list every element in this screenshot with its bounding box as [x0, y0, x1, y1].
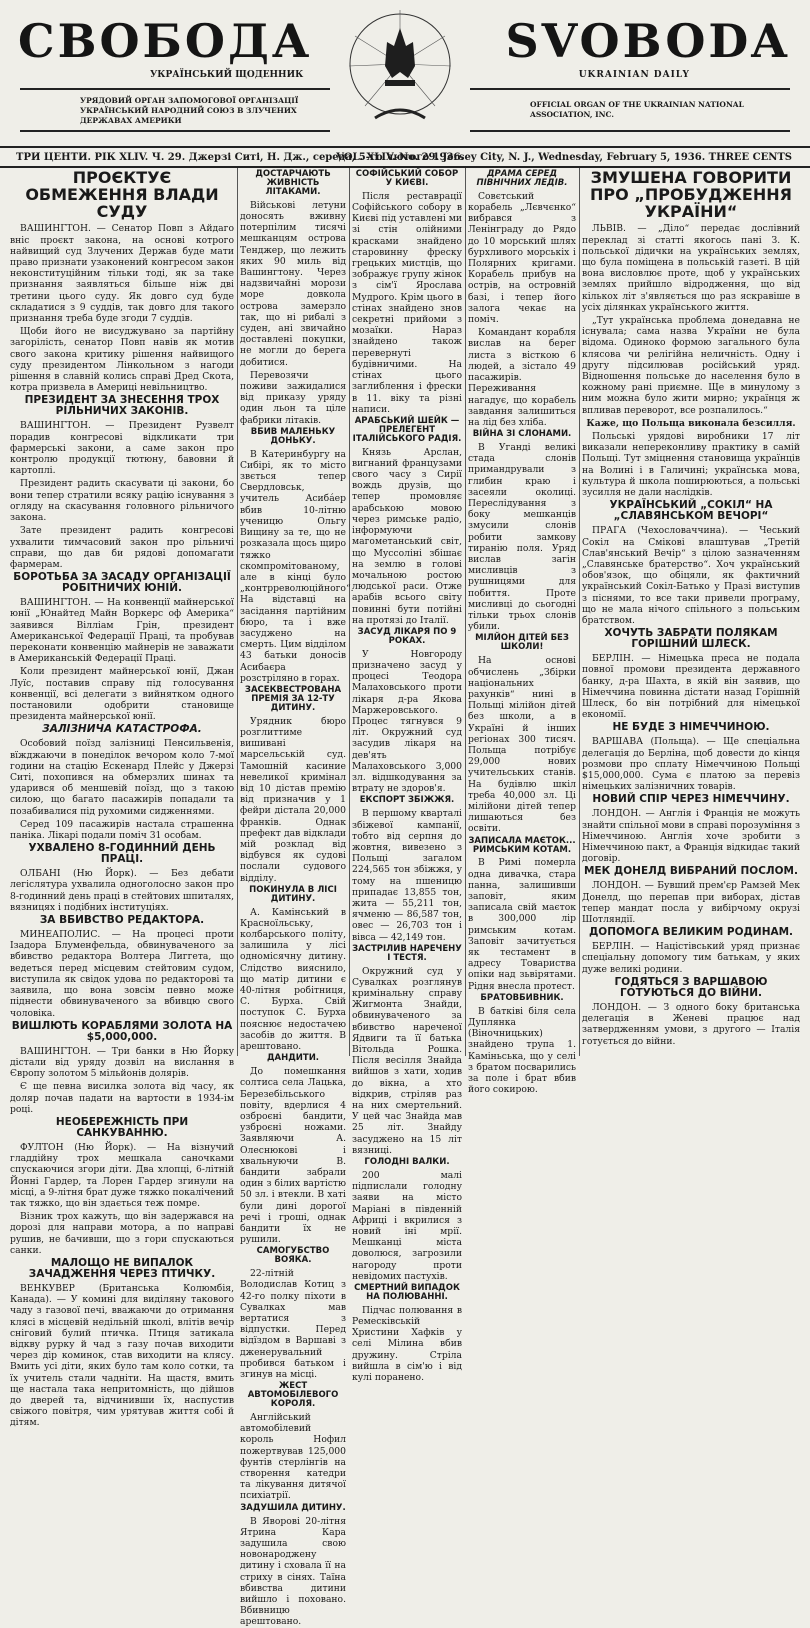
article-text: Особовий поїзд залізниці Пенсильвенія, вїжджаючи в понеділок вечором коло 7-мої години на стацію Ескенард Плейс у Джерзі Ситі, похопився на обмерзлих шинах та ударився об меншевій поїзд, що з такою силою, що багато пасажирів попадали та позабивалися під рухомими сидженнями.: [10, 738, 234, 817]
headline: ГОДЯТЬСЯ З ВАРШАВОЮ ГОТУЮТЬСЯ ДО ВІЙНИ.: [614, 975, 768, 999]
headline: СМЕРТНИЙ ВИПАДОК НА ПОЛЮВАННІ.: [354, 1283, 460, 1302]
article-text: В Яворові 20-літня Ятрина Кара задушила свою новонароджену дитину і сховала її на стриху в сінях. Таїна вбивства дитини вийшло і поховано. Вбивницю арештовано.: [240, 1515, 346, 1628]
headline: ДОПОМОГА ВЕЛИКИМ РОДИНАМ.: [588, 926, 794, 939]
article-text: Коли президент майнерської юнії, Джан Луїс, поставив справу під голосування конвенції, всі делегати з вийнятком одного постановили одобрити становище президента майнерської юнії.: [10, 666, 234, 723]
article-text: Серед 109 пасажирів настала страшенна паніка. Лікарі подали поміч 31 особам.: [10, 818, 234, 842]
article-text: ВАРШАВА (Польща). — Ще спеціальна делегація до Берліна, щоб довести до кінця розмови про сплату Німеччиною Польщі $15,000,000. Сума є платою за перевіз німецьких залізничних товарів.: [582, 736, 800, 793]
article-text: Зате президент радить конгресові ухвалити тимчасовий закон про рільничі справи, що дав би рядові допомагати фармерам.: [10, 525, 234, 570]
article-text: БЕРЛІН. — Німецька преса не подала повної промови президента державного банку, д-ра Шахта, в якій він заявив, що Німеччина повинна дістати назад Горішній Шлеск, бо він потрібний для німецької економії.: [582, 653, 800, 721]
masthead: [0, 0, 810, 144]
headline: ЗА ВБИВСТВО РЕДАКТОРА.: [39, 914, 205, 927]
headline: БОРОТЬБА ЗА ЗАСАДУ ОРГАНІЗАЦІЇ РОБІТНИЧИХ ЮНІЙ.: [13, 571, 231, 595]
column-5: [582, 168, 800, 1058]
headline: АРАБСЬКИЙ ШЕЙК — ПРЕЛЕГЕНТ ІТАЛІЙСЬКОГО РАДІЯ.: [352, 415, 462, 444]
headline: ЕКСПОРТ ЗБІЖЖЯ.: [359, 795, 455, 806]
headline: ВИШЛЮТЬ КОРАБЛЯМИ ЗОЛОТА НА $5,000,000.: [11, 1019, 233, 1043]
article-text: ПРАГА (Чехословаччина). — Чеський Сокіл на Смікові влаштував „Третій Слав'янський Вечір“ з цілою зазначенням „Славянське братерство“. Хоч український обов'язок, що обіцяли, як фактичний український Сокіл-Батько у Празі виступив з піснями, то все таки привели програму, що не мала нічого спільного з польським братством.: [582, 525, 800, 626]
headline: МЕК ДОНЕЛД ВИБРАНИЙ ПОСЛОМ.: [584, 865, 798, 878]
article-text: Англійський автомобілевий король Нофил пожертвував 125,000 фунтів стерлінгів на створення катедри та лікування дитячої психіатрії.: [240, 1412, 346, 1502]
headline: БРАТОВБИВНИК.: [480, 992, 564, 1003]
masthead-title-ua: СВОБОДА: [18, 14, 313, 68]
article-text: ФУЛТОН (Ню Йорк). — На візнучий гладдійну трох мешкала саночками спускаючися згори діти. Два хлопці, 6-літній Йонні Гардер, та Лорен Гардер згинули на місці, а 9-літня брат дуже тяжко покалічений так тяжко, що він здається теж помре.: [10, 1141, 234, 1209]
article-text: Військові летуни доносять вживну потерпілим тисячі мешканцям острова Тенджер, що лежить яких 90 миль від Вашингтону. Через надзвичайні морози море довкола острова замерзло так, що ні рибалі з суден, ані звичайно доставлені покупки, не могли до берега добитися.: [240, 199, 346, 368]
article-text: Князь Арслан, вигнаний французами свого часу з Сирії вождь друзів, що тепер промовляє арабською мовою через римське радіо, інформуючи магометанський світ, що Муссоліні збішає на землю в голові мочальною ростою людської раси. Отже арабів всього світу повинні бути потійні на протязі до Італії.: [352, 446, 462, 626]
article-text: А. Камінський в Красноїльську, колбарського політу, залишила у лісі одномісячну дитину. Слідство вияснило, що матір дитини є 40-літня робітниця, С. Бурха. Свій поступок С. Бурха пояснює недостачею засобів до життя. В арештовано.: [240, 906, 346, 1053]
article-text: В Катеринбургу на Сибірі, як то місто звється тепер Свердловськ, учитель Асиба́ер вбив 10-літню ученицю Ольгу Вищину за те, що не розказала щось щиро тяжко скомпромітованому, але в кінці було „контрреволюційного“. На відставці на засідання партійним бюро, та і вже засуджено на смерть. Цим відділом 43 батьки доносів Асибаєра розстріляно в горах.: [240, 448, 354, 684]
masthead-title-en: SVOBODA: [505, 14, 790, 68]
article-text: Щоби його не висуджувано за партійну загорілість, сенатор Повп навів як мотив свого закона критику рішення найвищого суду президентом Лінкольном з нагоди рішення в славній колись справі Дред Скота, котра призвела в Америці невільництво.: [10, 326, 234, 394]
headline: САМОГУБСТВО ВОЯКА.: [256, 1246, 330, 1266]
dateline-ua: ТРИ ЦЕНТИ. РІК XLIV. Ч. 29. Джерзі Ситі, Н. Дж., середа, 5-го лютого 1936.: [16, 151, 464, 163]
article-text: ВАШИНГТОН. — Сенатор Повп з Айдаго вніс проєкт закона, на основі котрого найвищий суд Злучених Держав буде мати право признати узаконений конгресом закон неконституційним тільки тоді, як за таке признання заявляться більше ніж дві третини цього суду. Як довго суд буде складатися з 9 суддів, так довго для такого признання треба буде згоди 7 суддів.: [10, 223, 234, 325]
article-text: ЛЬВІВ. — „Діло“ передає дослівний переклад зі статті якогось пані З. К. польської дідички на українських землях, що була поміщена в польській газеті. В цій вона висловлює проте, щоб у українських землях прийшло відродження, що від кількох літ з'являється що раз яскравіше в усіх ділянках українського життя.: [582, 223, 800, 313]
masthead-subtitle-en: UKRAINIAN DAILY: [578, 70, 690, 80]
headline: НЕ БУДЕ З НІМЕЧЧИНОЮ.: [612, 721, 770, 734]
article-text: 22-літній Володислав Котиц з 42-го полку піхоти в Сувалках мав вертатися з відпустки. Перед відїздом в Варшаві з дженерувальний пробився батьком і згинув на місці.: [240, 1268, 346, 1381]
headline: МІЛЙОН ДІТЕЙ БЕЗ ШКОЛИ!: [475, 633, 569, 653]
headline: УХВАЛЕНО 8-ГОДИННИЙ ДЕНЬ ПРАЦІ.: [28, 842, 216, 866]
article-text: Польські урядові виробники 17 літ виказали непереконливу практику в самій Польщі. Тут зміцнення становища українців на Волині і в Галичині; українська мова, культура й школа поширюються, а польські зусилля не дали наслідків.: [582, 431, 800, 499]
subheading: Каже, що Польща виконала безсилля.: [586, 417, 796, 429]
column-divider: [237, 168, 238, 1056]
headline: ЗАСТРІЛИВ НАРЕЧЕНУ І ТЕСТЯ.: [352, 943, 462, 963]
headline: ДРАМА СЕРЕД ПІВНІЧНИХ ЛЕДІВ.: [476, 169, 568, 188]
headline: ЗАСЕКВЕСТРОВАНА ПРЕМІЯ ЗА 12-ТУ ДИТИНУ.: [244, 684, 342, 713]
article-text: Совєтський корабель „Лєвчєнко“ вибрався з Ленінграду до Рядо до 10 морський шлях бурхливого морськіх і Полярних кригами. Корабель прибув на острів, на островній базі, і тепер його залога чекає на поміч.: [468, 190, 576, 326]
headline: ПРЕЗИДЕНТ ЗА ЗНЕСЕННЯ ТРОХ РІЛЬНИЧИХ ЗАКОНІВ.: [24, 394, 220, 418]
article-text: Після реставрації Софійського собору в Києві під уставлені ми зі стін олійними красками знайдено старовинну фреску грецьких мистців, що зображує групу жінок з сім'ї Ярослава Мудрого. Крім цього в стінах знайдено знов секретні прийоми з мозаїки. Нараз знайдено також перевернуті будівничими. На стінах цього заглиблення і фрески в 11. віку та різні написи.: [352, 190, 462, 415]
banner-ua: [20, 88, 330, 132]
article-text: Командант корабля вислав на берег листа з вісткою 6 людей, а зістало 49 пасажирів. Переживання нагадує, що корабель завдання залишиться на лід без хліба.: [468, 327, 576, 428]
headline: ПРОЄКТУЄ ОБМЕЖЕННЯ ВЛАДИ СУДУ: [25, 168, 219, 221]
column-divider: [349, 168, 350, 1056]
column-2: [240, 168, 354, 1628]
article-text: Підчас полювання в Ремесківській Христини Хафків у селі Мілина вбив дружину. Стріла вийшла в сім'ю і від кулі поранено.: [352, 1304, 462, 1384]
headline: ЗАДУШИЛА ДИТИНУ.: [240, 1502, 346, 1513]
banner-en: [470, 88, 790, 132]
trident-emblem-icon: [345, 6, 455, 130]
article-text: В першому кварталі збіжевої кампанії, тобто від серпня до жовтня, вивезено з Польщі загалом 224,565 тон збіжжя, у тому на пшеницю припадає 13,855 тон, жита — 55,211 тон, ячменю — 86,587 тон, овес — 26,703 тон і вівса — 42,149 тон.: [352, 808, 462, 943]
article-text: МИНЕАПОЛИС. — На процесі проти Ізадора Блуменфельда, обвинуваченого за вбивство редактора Волтера Лиггета, що ведеться перед місцевим стейтовим судом, виступила як свідок удова по редакторові та заявила, що вона зовсім певно може піднести обвинуваченого за вбивцю свого чоловіка.: [10, 929, 234, 1019]
column-divider: [465, 168, 466, 1056]
article-text: ВЕНКУВЕР (Британська Колюмбія, Канада). — У комині для виділяну такового чаду з газової печі, вважаючи до отримання клясі в місцевій недільній школі, влітів вечір сніговий булий птичка. Птиця затикала відкву рурку й чад з газу почав виходити через дір коминок, став виходити на клясу. Вмить усі діти, яких було там коло сотки, та їх учитель стали чадніти. На щастя, вмить ще настала така непритомність, що дійшов до дверей та, відчинивши їх, наспустив свіжого повітря, чим урятував життя собі й дітям.: [10, 1283, 234, 1429]
dateline-en: VOL. XLIV. No. 29. Jersey City, N. J., Wednesday, February 5, 1936. THREE CENTS: [336, 151, 792, 163]
column-divider: [579, 168, 580, 1056]
article-text: ВАШИНГТОН. — Президент Рузвелт порадив конгресові відкликати три фармерські закони, а саме закон про контролю продукції тютюну, бавовни й картоплі.: [10, 420, 234, 477]
article-text: Перевозячи поживи зажидалися від приказу уряду один льон та ціле фабрики літаків.: [240, 369, 346, 426]
headline: СОФІЙСЬКИЙ СОБОР У КИЄВІ.: [355, 169, 459, 188]
headline: ПОКИНУЛА В ЛІСІ ДИТИНУ.: [249, 884, 337, 904]
banner-en-text: OFFICIAL ORGAN OF THE UKRAINIAN NATIONAL ASSOCIATION, INC.: [530, 100, 744, 119]
headline: ВІЙНА ЗІ СЛОНАМИ.: [472, 429, 572, 440]
article-text: БЕРЛІН. — Націстівський уряд признає спеціальну допомогу тим батькам, у яких дуже великі родини.: [582, 941, 800, 975]
column-4: [468, 168, 576, 1096]
article-text: ОЛБАНІ (Ню Йорк). — Без дебати легіслятура ухвалила одноголосно закон про 8-годинний день праці в стейтових шпиталях, вязницях і подібних інституціях.: [10, 868, 234, 913]
column-3: [352, 168, 462, 1384]
headline: МАЛОЩО НЕ ВИПАЛОК ЗАЧАДЖЕННЯ ЧЕРЕЗ ПТИЧКУ.: [28, 1257, 216, 1281]
masthead-subtitle-ua: УКРАЇНСЬКИЙ ЩОДЕННИК: [150, 70, 304, 80]
article-text: ЛОНДОН. — З одного боку британська делегація в Женеві працює над затвердженням умови, з другого — Італія готується до війни.: [582, 1001, 800, 1047]
article-text: Є ще певна висилка золота від часу, як доляр почав падати на вартости в 1934-ім році.: [10, 1081, 234, 1115]
article-text: ЛОНДОН. — Бувший прем'єр Рамзей Мек Донелд, що перепав при виборах, дістав тепер мандат посла у вибірчому окрузі Шотляндії.: [582, 880, 800, 926]
headline: ЗМУШЕНА ГОВОРИТИ ПРО „ПРОБУДЖЕННЯ УКРАЇНИ“: [590, 168, 792, 221]
article-text: Окружний суд у Сувалках розглянув кримінальну справу Жигмонта Знайди, обвинуваченого за вбивство нареченої Ядвиги та її батька Вітольда Рошка. Після весілля Знайда вийшов з хати, ходив до вікна, а хто відкрив, стріляв раз на них смертельний. У цей час Знайда мав 25 літ. Знайду засуджено на 15 літ вязниці.: [352, 965, 462, 1156]
article-text: Президент радить скасувати ці закони, бо вони тепер стратили всяку рацію існування з огляду на скасування головного рільничого закона.: [10, 478, 234, 524]
headline: ДОСТАРЧАЮТЬ ЖИВНІСТЬ ЛІТАКАМИ.: [255, 169, 331, 197]
article-text: Візник трох кажуть, що він задержався на дорозі для направи мотора, а по направі рушив, не бачивши, що з гори спускаються санки.: [10, 1211, 234, 1256]
article-text: Урядник бюро розглиттиме вишивані марсельській суд. Тамошній касиние невеликої кримінал від 10 дістав премію від призначив у 1 фейри дістала 20,000 франків. Однак префект дав відклади мій розклад від відбувся як судові послали судового відділу.: [240, 715, 346, 884]
article-text: В Уганді великі стада слонів примандрували з глибин краю і засеяли околиці. Переслідування з боку мешканців змусили слонів робити замкову тиранію поля. Уряд вислав загін мисливців з рушницями для побиття. Проте мисливці до сьогодні тільки трьох слонів убили.: [468, 442, 576, 633]
article-text: ВАШИНГТОН. — На конвенції майнерської юнії „Юнайтед Майн Воркерс оф Америка“ заявився Вілліам Грін, президент Американської Федерації Праці, та пробував переконати конвенцію майнерів не заважати в Американській Федерації Праці.: [10, 597, 234, 665]
headline: НОВИЙ СПІР ЧЕРЕЗ НІМЕЧЧИНУ.: [592, 793, 790, 806]
article-text: В Римі померла одна дивачка, стара панна, залишивши заповіт, яким записала свій маєток в 300,000 лір римським котам. Заповіт зачитується як тестамент в адресу Товариства опіки над зьвірятами. Рідня внесла протест.: [468, 857, 576, 992]
article-text: До помешкання солтиса села Лацька, Березебільського повіту, вдерлися 4 озброєні бандити, узброєні ножами. Заявляючи А. Олеснюкові і хвальнуючи В. бандити забрали один з білих вартістю 50 зл. і втекли. В хаті були дині дорогої речі і гроші, однак бандити їх не рушили.: [240, 1066, 346, 1246]
article-text: В батківі біля села Дуплянка (Віночницьких) знайдено трупа 1. Каміньська, що у селі з братом посварились за поле і брат вбив його сокирою.: [468, 1005, 576, 1096]
headline: ЗАЛІЗНИЧА КАТАСТРОФА.: [42, 723, 202, 736]
banner-ua-text: УРЯДОВИЙ ОРГАН ЗАПОМОГОВОЇ ОРГАНІЗАЦІЇ УКРАЇНСЬКИЙ НАРОДНИЙ СОЮЗ В ЗЛУЧЕНИХ ДЕРЖАВАХ АМЕРИКИ: [80, 96, 299, 125]
headline: ДАНДИТИ.: [266, 1053, 320, 1064]
headline: УКРАЇНСЬКИЙ „СОКІЛ“ НА „СЛАВЯНСЬКОМ ВЕЧОРІ“: [609, 499, 773, 523]
article-text: На основі обчислень „Збірки національних рахунків“ нині в Польщі мілійон дітей без школи, а в Україні й інших регіонах 300 тисяч. Польща потрібує 29,000 нових учительських станів. На будівлю шкіл треба 40,000 зл. Ці мілійони дітей тепер лишаються без освіти.: [468, 655, 576, 835]
headline: ГОЛОДНІ ВАЛКИ.: [364, 1157, 450, 1168]
headline: ЗАПИСАЛА МАЄТОК... РИМСЬКИМ КОТАМ.: [468, 835, 576, 855]
column-1: [10, 168, 234, 1429]
headline: ВБИВ МАЛЕНЬКУ ДОНЬКУ.: [250, 426, 336, 446]
article-text: „Тут українська проблема донедавна не існувала; сама назва України не була відома. Одиноко формою загального була клясова чи релігійна неличність. Одну і другу підсилював російський уряд. Відношення польське до населення було в кожному рані приємне. Ще в минулому з ним можна було жити мирно; українця ж впливав переворот, все розпалилось.“: [582, 315, 800, 416]
article-text: 200 малі підпислали голодну заяви на місто Маріані в південній Африці і вкрилися з новий іні мрії. Мешканці міста доволюся, загрозили нагороду проти невідомих пастухів.: [352, 1169, 462, 1282]
headline: ЖЕСТ АВТОМОБІЛЕВОГО КОРОЛЯ.: [247, 1381, 339, 1410]
article-text: У Новгороду призначено засуд у процесі Теодора Малаховського проти лікаря д-ра Якова Маржеровського. Процес тягнувся 9 літ. Окружний суд засудив лікаря на дев'ять Малаховського 3,000 зл. відшкодування за втрату не здоров'я.: [352, 648, 462, 795]
headline: ЗАСУД ЛІКАРЯ ПО 9 РОКАХ.: [357, 626, 457, 646]
dateline: [0, 146, 810, 168]
article-text: ЛОНДОН. — Англія і Франція не можуть знайти спільної мови в справі порозуміння з Німеччиною. Англія хоче зробити з Німеччиною пакт, а Франція відкидає такий договір.: [582, 808, 800, 865]
article-text: ВАШИНГТОН. — Три банки в Ню Йорку дістали від уряду дозвіл на вислання в Європу золотом 5 мільйонів долярів.: [10, 1045, 234, 1080]
headline: НЕОБЕРЕЖНІСТЬ ПРИ САНКУВАННЮ.: [55, 1115, 189, 1139]
headline: ХОЧУТЬ ЗАБРАТИ ПОЛЯКАМ ГОРІШНИЙ ШЛЕСК.: [604, 627, 778, 651]
